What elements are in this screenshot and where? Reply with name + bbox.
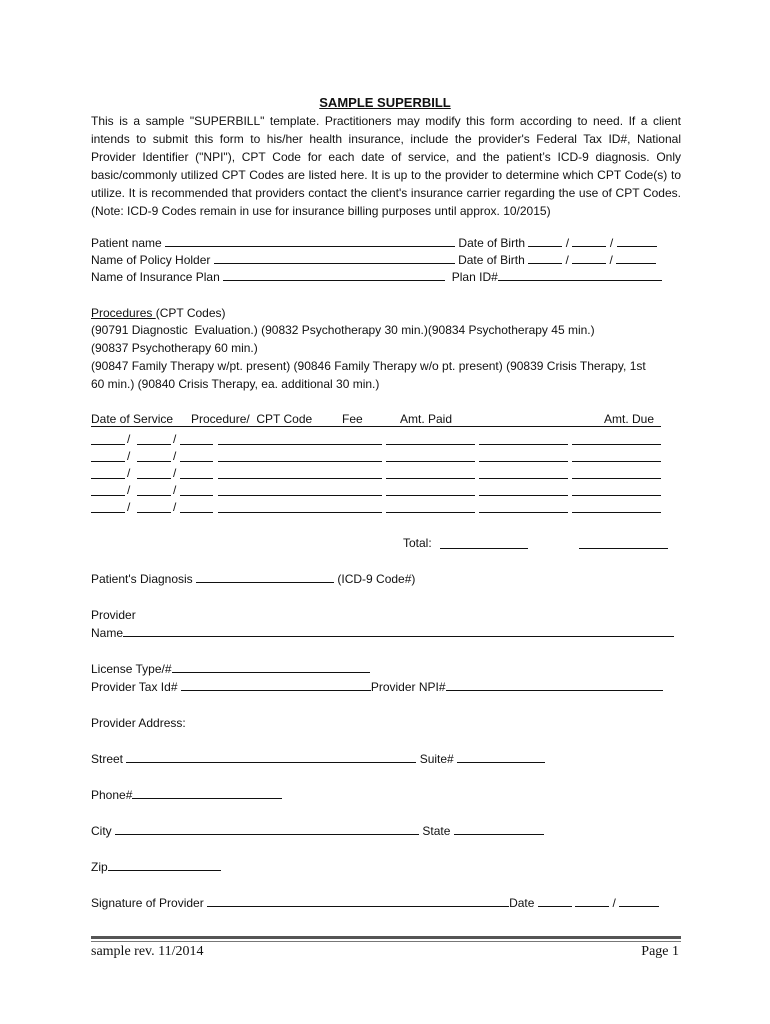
zip-label: Zip bbox=[91, 860, 108, 874]
diagnosis-row bbox=[91, 571, 415, 587]
procedure-code-field[interactable] bbox=[218, 495, 382, 496]
provider-name-row bbox=[91, 625, 674, 641]
col-header-date: Date of Service bbox=[91, 412, 174, 426]
dob-slash-1: / bbox=[565, 236, 570, 250]
procedures-line-3: (90847 Family Therapy w/pt. present) (90846 Family Therapy w/o pt. present) (90839 Crisis Therapy, 1st bbox=[91, 359, 646, 373]
state-field[interactable] bbox=[454, 823, 544, 835]
procedures-heading-underlined: Procedures bbox=[91, 306, 156, 320]
tax-id-label: Provider Tax Id# bbox=[91, 680, 178, 694]
plan-id-field[interactable] bbox=[498, 269, 662, 281]
amt-paid-field[interactable] bbox=[479, 512, 568, 513]
col-header-paid: Amt. Paid bbox=[400, 412, 453, 426]
procedure-code-field[interactable] bbox=[218, 461, 382, 462]
license-label: License Type/# bbox=[91, 662, 172, 676]
date-slash: / bbox=[127, 483, 131, 497]
provider-name-label: Name bbox=[91, 626, 124, 640]
total-paid-field[interactable] bbox=[440, 548, 528, 549]
date-month-field[interactable] bbox=[91, 444, 125, 445]
amt-due-field[interactable] bbox=[572, 478, 661, 479]
date-slash: / bbox=[173, 432, 177, 446]
provider-label: Provider bbox=[91, 608, 136, 622]
tax-id-field[interactable] bbox=[181, 679, 371, 691]
policy-holder-row bbox=[91, 252, 656, 268]
patient-name-field[interactable] bbox=[165, 235, 455, 247]
sig-date-label: Date bbox=[509, 896, 535, 910]
date-month-field[interactable] bbox=[91, 512, 125, 513]
suite-field[interactable] bbox=[457, 751, 545, 763]
policy-holder-label: Name of Policy Holder bbox=[91, 253, 211, 267]
date-slash: / bbox=[173, 483, 177, 497]
sig-date-month-field[interactable] bbox=[538, 895, 572, 907]
amt-paid-field[interactable] bbox=[479, 478, 568, 479]
city-row bbox=[91, 823, 544, 839]
dob-slash-2: / bbox=[609, 236, 614, 250]
date-year-field[interactable] bbox=[180, 512, 213, 513]
date-year-field[interactable] bbox=[180, 478, 213, 479]
patient-name-label: Patient name bbox=[91, 236, 162, 250]
phone-field[interactable] bbox=[132, 787, 282, 799]
date-day-field[interactable] bbox=[137, 495, 171, 496]
dob2-year-field[interactable] bbox=[616, 252, 656, 264]
header-underline bbox=[91, 426, 661, 427]
date-day-field[interactable] bbox=[137, 444, 171, 445]
amt-due-field[interactable] bbox=[572, 495, 661, 496]
insurance-plan-label: Name of Insurance Plan bbox=[91, 270, 220, 284]
fee-field[interactable] bbox=[386, 444, 475, 445]
dob2-day-field[interactable] bbox=[572, 252, 606, 264]
dob-day-field[interactable] bbox=[572, 235, 606, 247]
date-day-field[interactable] bbox=[137, 478, 171, 479]
amt-paid-field[interactable] bbox=[479, 461, 568, 462]
fee-field[interactable] bbox=[386, 478, 475, 479]
tax-npi-row bbox=[91, 679, 663, 695]
date-year-field[interactable] bbox=[180, 461, 213, 462]
dob-label: Date of Birth bbox=[458, 236, 526, 250]
date-slash: / bbox=[127, 466, 131, 480]
total-due-field[interactable] bbox=[579, 548, 668, 549]
procedures-heading-rest: (CPT Codes) bbox=[155, 306, 226, 320]
amt-due-field[interactable] bbox=[572, 461, 661, 462]
date-slash: / bbox=[173, 449, 177, 463]
provider-address-label: Provider Address: bbox=[91, 716, 186, 730]
total-label: Total: bbox=[403, 536, 432, 550]
patient-name-row bbox=[91, 235, 657, 251]
npi-label: Provider NPI# bbox=[370, 680, 446, 694]
dob2-slash-2: / bbox=[609, 253, 613, 267]
dob2-label: Date of Birth bbox=[458, 253, 525, 267]
procedure-code-field[interactable] bbox=[218, 512, 382, 513]
date-month-field[interactable] bbox=[91, 478, 125, 479]
footer-rule-thin bbox=[91, 941, 681, 942]
procedures-line-1: (90791 Diagnostic Evaluation.) (90832 Psychotherapy 30 min.)(90834 Psychotherapy 45 min.) bbox=[91, 323, 595, 337]
procedures-heading bbox=[91, 305, 226, 321]
fee-field[interactable] bbox=[386, 495, 475, 496]
insurance-plan-field[interactable] bbox=[223, 269, 445, 281]
street-label: Street bbox=[91, 752, 124, 766]
sig-date-slash: / bbox=[612, 896, 616, 910]
amt-paid-field[interactable] bbox=[479, 444, 568, 445]
footer-rule-thick bbox=[91, 936, 681, 939]
procedure-code-field[interactable] bbox=[218, 478, 382, 479]
amt-due-field[interactable] bbox=[572, 512, 661, 513]
license-row bbox=[91, 661, 370, 677]
suite-label: Suite# bbox=[419, 752, 454, 766]
procedures-line-2: (90837 Psychotherapy 60 min.) bbox=[91, 341, 258, 355]
sig-date-year-field[interactable] bbox=[619, 895, 659, 907]
dob2-month-field[interactable] bbox=[528, 252, 562, 264]
date-slash: / bbox=[127, 449, 131, 463]
intro-paragraph: This is a sample "SUPERBILL" template. Practitioners may modify this form according to need. If a client intends to submit this form to his/her health insurance, include the provider's Federal Tax ID#, National Provider Identifier ("NPI"), CPT Code for each date of service, and the patient’s ICD-9 diagnosis. Only basic/commonly utilized CPT Codes are listed here. It is up to the provider to determine which CPT Code(s) to utilize. It is recommended that providers contact the client's insurance carrier regarding the use of CPT Codes. (Note: ICD-9 Codes remain in use for insurance billing purposes until approx. 10/2015) bbox=[91, 114, 681, 218]
signature-field[interactable] bbox=[207, 895, 509, 907]
icd9-label: (ICD-9 Code#) bbox=[337, 572, 416, 586]
zip-field[interactable] bbox=[108, 859, 221, 871]
fee-field[interactable] bbox=[386, 512, 475, 513]
city-label: City bbox=[91, 824, 112, 838]
phone-row bbox=[91, 787, 282, 803]
signature-row bbox=[91, 895, 659, 911]
procedures-line-4: 60 min.) (90840 Crisis Therapy, ea. additional 30 min.) bbox=[91, 377, 380, 391]
col-header-procedure: Procedure/ CPT Code bbox=[191, 412, 313, 426]
signature-label: Signature of Provider bbox=[91, 896, 204, 910]
dob-month-field[interactable] bbox=[528, 235, 562, 247]
diagnosis-field[interactable] bbox=[196, 571, 334, 583]
amt-due-field[interactable] bbox=[572, 444, 661, 445]
policy-holder-field[interactable] bbox=[214, 252, 455, 264]
provider-name-field[interactable] bbox=[123, 625, 674, 637]
date-slash: / bbox=[127, 432, 131, 446]
dob-year-field[interactable] bbox=[617, 235, 657, 247]
date-day-field[interactable] bbox=[137, 461, 171, 462]
npi-field[interactable] bbox=[446, 679, 663, 691]
date-slash: / bbox=[173, 466, 177, 480]
sig-date-day-field[interactable] bbox=[575, 895, 609, 907]
city-field[interactable] bbox=[115, 823, 419, 835]
dob2-slash-1: / bbox=[565, 253, 569, 267]
footer-revision: sample rev. 11/2014 bbox=[91, 944, 204, 959]
street-field[interactable] bbox=[126, 751, 416, 763]
col-header-due: Amt. Due bbox=[604, 412, 655, 426]
state-label: State bbox=[422, 824, 451, 838]
col-header-fee: Fee bbox=[342, 412, 363, 426]
date-day-field[interactable] bbox=[137, 512, 171, 513]
insurance-plan-row bbox=[91, 269, 662, 285]
footer-page-number: Page 1 bbox=[641, 944, 679, 959]
amt-paid-field[interactable] bbox=[479, 495, 568, 496]
date-month-field[interactable] bbox=[91, 461, 125, 462]
date-month-field[interactable] bbox=[91, 495, 125, 496]
plan-id-label: Plan ID# bbox=[451, 270, 498, 284]
form-title: SAMPLE SUPERBILL bbox=[319, 95, 451, 110]
phone-label: Phone# bbox=[91, 788, 133, 802]
fee-field[interactable] bbox=[386, 461, 475, 462]
street-row bbox=[91, 751, 545, 767]
zip-row bbox=[91, 859, 221, 875]
date-year-field[interactable] bbox=[180, 444, 213, 445]
diagnosis-label: Patient's Diagnosis bbox=[91, 572, 193, 586]
date-slash: / bbox=[127, 500, 131, 514]
license-field[interactable] bbox=[172, 661, 370, 673]
date-year-field[interactable] bbox=[180, 495, 213, 496]
procedure-code-field[interactable] bbox=[218, 444, 382, 445]
date-slash: / bbox=[173, 500, 177, 514]
